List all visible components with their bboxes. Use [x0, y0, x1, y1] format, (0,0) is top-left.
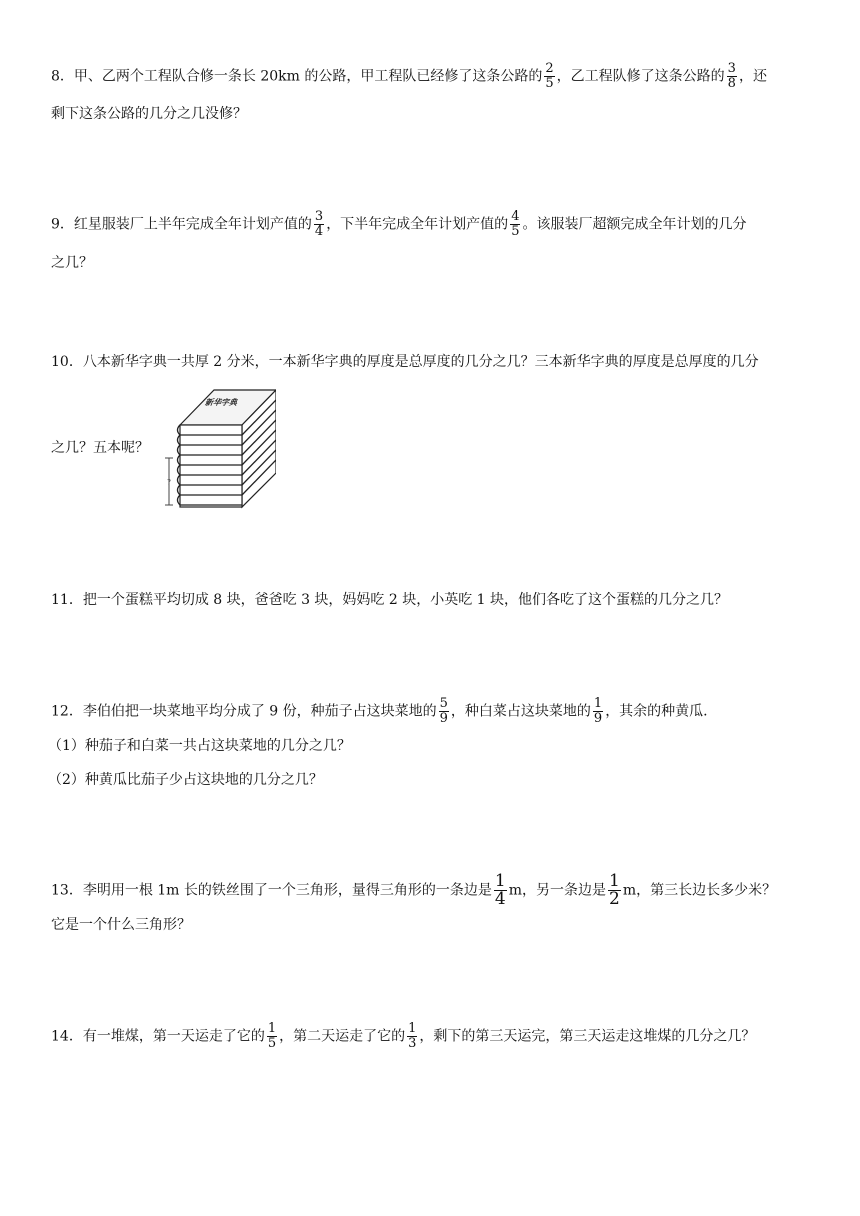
- q12-fraction-2: $\frac{1}{9}$: [593, 696, 603, 726]
- q9-line-2: 之几？: [51, 255, 93, 271]
- q13-line-1: [51, 873, 776, 908]
- q12-text-b: ，种白菜占这块菜地的: [450, 703, 591, 720]
- q13-text-c: m，第三长边长多少米？: [622, 882, 777, 899]
- q14-text-a: 14．有一堆煤，第一天运走了它的: [51, 1028, 265, 1045]
- q8-fraction-1: $\frac{2}{5}$: [545, 61, 554, 91]
- q9-text-a: 9．红星服装厂上半年完成全年计划产值的: [51, 216, 312, 233]
- q12-text-c: ，其余的种黄瓜.: [605, 703, 708, 720]
- q8-line-1: [51, 62, 767, 91]
- q8-text-b: ，乙工程队修了这条公路的: [556, 68, 725, 85]
- q9-text-b: ，下半年完成全年计划产值的: [326, 216, 509, 233]
- q12-line-1: [51, 697, 708, 726]
- q8-line-2: 剩下这条公路的几分之几没修？: [51, 106, 247, 122]
- q8-text-a: 8．甲、乙两个工程队合修一条长 20km 的公路，甲工程队已经修了这条公路的: [51, 68, 543, 85]
- dictionary-stack-illustration: [156, 385, 276, 510]
- thickness-unknown-mark: ?: [166, 478, 172, 487]
- q12-sub-question-2: （2）种黄瓜比茄子少占这块地的几分之几？: [48, 772, 323, 788]
- q14-text-b: ，第二天运走了它的: [279, 1028, 406, 1045]
- q12-fraction-1: $\frac{5}{9}$: [439, 696, 448, 726]
- q9-fraction-2: $\frac{4}{5}$: [511, 209, 520, 239]
- q13-fraction-2: $\frac{1}{2}$: [609, 871, 620, 909]
- q8-fraction-2: $\frac{3}{8}$: [727, 61, 736, 91]
- q10-line-1: 10．八本新华字典一共厚 2 分米，一本新华字典的厚度是总厚度的几分之几？三本新华字典的厚度是总厚度的几分: [51, 354, 759, 370]
- q14-fraction-1: $\frac{1}{5}$: [267, 1021, 277, 1051]
- book-title: 新华字典: [204, 397, 240, 407]
- q13-line-2: 它是一个什么三角形？: [51, 917, 191, 933]
- q14-text-c: ，剩下的第三天运完，第三天运走这堆煤的几分之几？: [419, 1028, 756, 1045]
- q13-text-b: m，另一条边是: [508, 882, 607, 899]
- q14-fraction-2: $\frac{1}{3}$: [408, 1021, 417, 1051]
- q12-text-a: 12．李伯伯把一块菜地平均分成了 9 份，种茄子占这块菜地的: [51, 703, 437, 720]
- q12-sub-question-1: （1）种茄子和白菜一共占这块菜地的几分之几？: [48, 738, 351, 754]
- q9-fraction-1: $\frac{3}{4}$: [314, 209, 324, 239]
- q10-line-2: 之几？五本呢？: [51, 440, 149, 456]
- q14-line-1: [51, 1022, 755, 1051]
- q9-line-1: [51, 210, 746, 239]
- q13-text-a: 13．李明用一根 1m 长的铁丝围了一个三角形，量得三角形的一条边是: [51, 882, 492, 899]
- q9-text-c: 。该服装厂超额完成全年计划的几分: [522, 216, 747, 233]
- q13-fraction-1: $\frac{1}{4}$: [494, 871, 506, 909]
- q11-line-1: 11．把一个蛋糕平均切成 8 块，爸爸吃 3 块，妈妈吃 2 块，小英吃 1 块，他们各吃了这个蛋糕的几分之几？: [51, 592, 729, 608]
- q8-text-c: ，还: [738, 68, 767, 85]
